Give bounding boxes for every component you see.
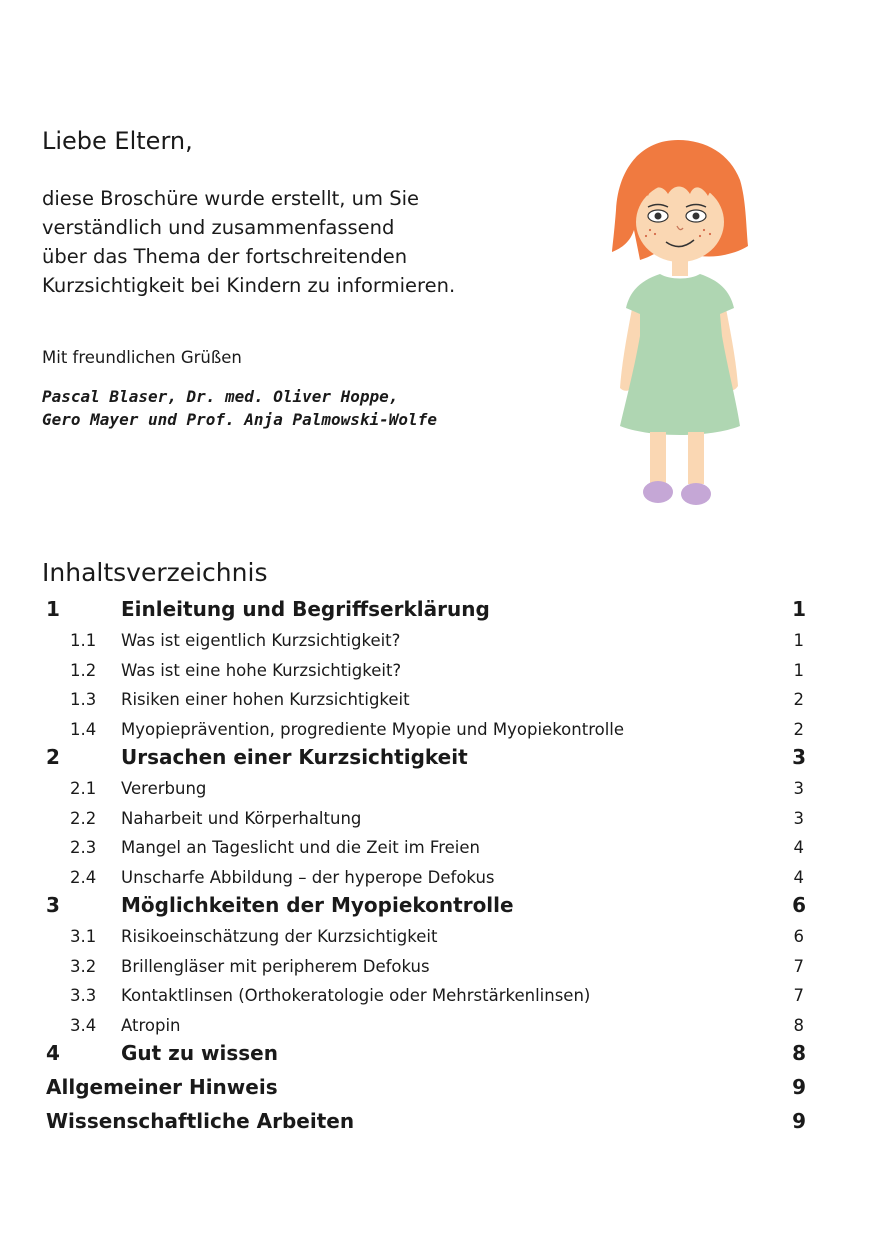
toc-entry-label: Unscharfe Abbildung – der hyperope Defokus bbox=[121, 867, 495, 887]
toc-entry-label: Brillengläser mit peripherem Defokus bbox=[121, 956, 430, 976]
toc-entry-number: 3.3 bbox=[70, 986, 97, 1005]
toc-entry-number: 1.1 bbox=[70, 631, 97, 650]
girl-illustration bbox=[600, 130, 760, 520]
toc-entry-number: 2 bbox=[46, 745, 60, 769]
toc-entry[interactable] bbox=[42, 1012, 812, 1042]
toc-entry-page: 1 bbox=[793, 660, 804, 680]
toc-entry-number: 2.4 bbox=[70, 867, 97, 887]
intro-line: über das Thema der fortschreitenden bbox=[42, 245, 408, 268]
toc-entry-label: Was ist eine hohe Kurzsichtigkeit? bbox=[121, 660, 402, 680]
toc-entry[interactable] bbox=[42, 953, 812, 983]
toc-entry-label: Mangel an Tageslicht und die Zeit im Freien bbox=[121, 838, 480, 857]
toc-entry-label: Myopieprävention, progrediente Myopie und Myopiekontrolle bbox=[121, 719, 625, 739]
toc-entry-label: Einleitung und Begriffserklärung bbox=[121, 597, 490, 621]
toc-title: Inhaltsverzeichnis bbox=[42, 558, 268, 587]
toc-entry[interactable] bbox=[42, 1071, 812, 1105]
toc-entry-label: Risikoeinschätzung der Kurzsichtigkeit bbox=[121, 927, 438, 946]
toc-entry[interactable] bbox=[42, 745, 812, 775]
toc-entry-label: Vererbung bbox=[121, 779, 207, 798]
intro-line: Kurzsichtigkeit bei Kindern zu informieren. bbox=[42, 274, 456, 297]
table-of-contents bbox=[42, 597, 812, 1139]
toc-entry-label: Kontaktlinsen (Orthokeratologie oder Mehrstärkenlinsen) bbox=[121, 986, 591, 1005]
toc-entry-label: Naharbeit und Körperhaltung bbox=[121, 808, 362, 828]
toc-entry-label: Atropin bbox=[121, 1015, 181, 1035]
toc-entry-page: 3 bbox=[793, 808, 804, 828]
right-shoe bbox=[681, 483, 711, 505]
toc-entry-number: 2.1 bbox=[70, 779, 97, 798]
toc-entry[interactable] bbox=[42, 627, 812, 657]
toc-entry-number: 1.2 bbox=[70, 660, 97, 680]
toc-entry[interactable] bbox=[42, 805, 812, 835]
toc-entry-number: 3.4 bbox=[70, 1015, 97, 1035]
intro-line: diese Broschüre wurde erstellt, um Sie bbox=[42, 187, 420, 210]
toc-entry-page: 6 bbox=[793, 927, 804, 946]
toc-entry-number: 1.4 bbox=[70, 719, 97, 739]
toc-entry-label: Möglichkeiten der Myopiekontrolle bbox=[121, 893, 514, 917]
toc-entry-page: 7 bbox=[793, 986, 804, 1005]
toc-entry-number: 3.1 bbox=[70, 927, 97, 946]
authors-signature bbox=[42, 385, 437, 431]
toc-entry[interactable] bbox=[42, 775, 812, 805]
toc-entry-page: 3 bbox=[792, 745, 806, 769]
toc-entry-page: 4 bbox=[793, 838, 804, 857]
toc-entry-label: Wissenschaftliche Arbeiten bbox=[46, 1109, 355, 1133]
toc-entry-label: Ursachen einer Kurzsichtigkeit bbox=[121, 745, 468, 769]
toc-entry-page: 9 bbox=[792, 1109, 806, 1133]
toc-entry-number: 3 bbox=[46, 893, 60, 917]
toc-entry-page: 7 bbox=[793, 956, 804, 976]
toc-entry[interactable] bbox=[42, 716, 812, 746]
intro-paragraph bbox=[42, 184, 522, 300]
toc-entry-number: 1 bbox=[46, 597, 60, 621]
toc-entry-label: Allgemeiner Hinweis bbox=[46, 1075, 278, 1099]
greeting-heading: Liebe Eltern, bbox=[42, 127, 193, 155]
toc-entry-page: 4 bbox=[793, 867, 804, 887]
toc-entry[interactable] bbox=[42, 657, 812, 687]
toc-entry[interactable] bbox=[42, 834, 812, 864]
toc-entry-number: 3.2 bbox=[70, 956, 97, 976]
toc-entry-page: 8 bbox=[793, 1015, 804, 1035]
toc-entry-page: 1 bbox=[792, 597, 806, 621]
toc-entry-label: Gut zu wissen bbox=[121, 1041, 278, 1065]
intro-line: verständlich und zusammenfassend bbox=[42, 216, 395, 239]
toc-entry[interactable] bbox=[42, 597, 812, 627]
toc-entry[interactable] bbox=[42, 893, 812, 923]
toc-entry[interactable] bbox=[42, 686, 812, 716]
dress bbox=[620, 274, 740, 435]
face bbox=[636, 182, 724, 262]
toc-entry[interactable] bbox=[42, 982, 812, 1012]
closing-regards: Mit freundlichen Grüßen bbox=[42, 348, 242, 367]
toc-entry-page: 2 bbox=[793, 719, 804, 739]
toc-entry-number: 4 bbox=[46, 1041, 60, 1065]
toc-entry-page: 6 bbox=[792, 893, 806, 917]
toc-entry-label: Risiken einer hohen Kurzsichtigkeit bbox=[121, 690, 410, 709]
toc-entry[interactable] bbox=[42, 864, 812, 894]
toc-entry-page: 8 bbox=[792, 1041, 806, 1065]
authors-line: Pascal Blaser, Dr. med. Oliver Hoppe, bbox=[42, 387, 399, 406]
toc-entry-page: 9 bbox=[792, 1075, 806, 1099]
toc-entry[interactable] bbox=[42, 923, 812, 953]
toc-entry-page: 1 bbox=[793, 631, 804, 650]
toc-entry-page: 2 bbox=[793, 690, 804, 709]
toc-entry-number: 2.3 bbox=[70, 838, 97, 857]
toc-entry-page: 3 bbox=[793, 779, 804, 798]
toc-entry[interactable] bbox=[42, 1105, 812, 1139]
toc-entry[interactable] bbox=[42, 1041, 812, 1071]
toc-entry-label: Was ist eigentlich Kurzsichtigkeit? bbox=[121, 631, 401, 650]
authors-line: Gero Mayer und Prof. Anja Palmowski-Wolfe bbox=[42, 410, 437, 429]
left-shoe bbox=[643, 481, 673, 503]
toc-entry-number: 2.2 bbox=[70, 808, 97, 828]
toc-entry-number: 1.3 bbox=[70, 690, 97, 709]
